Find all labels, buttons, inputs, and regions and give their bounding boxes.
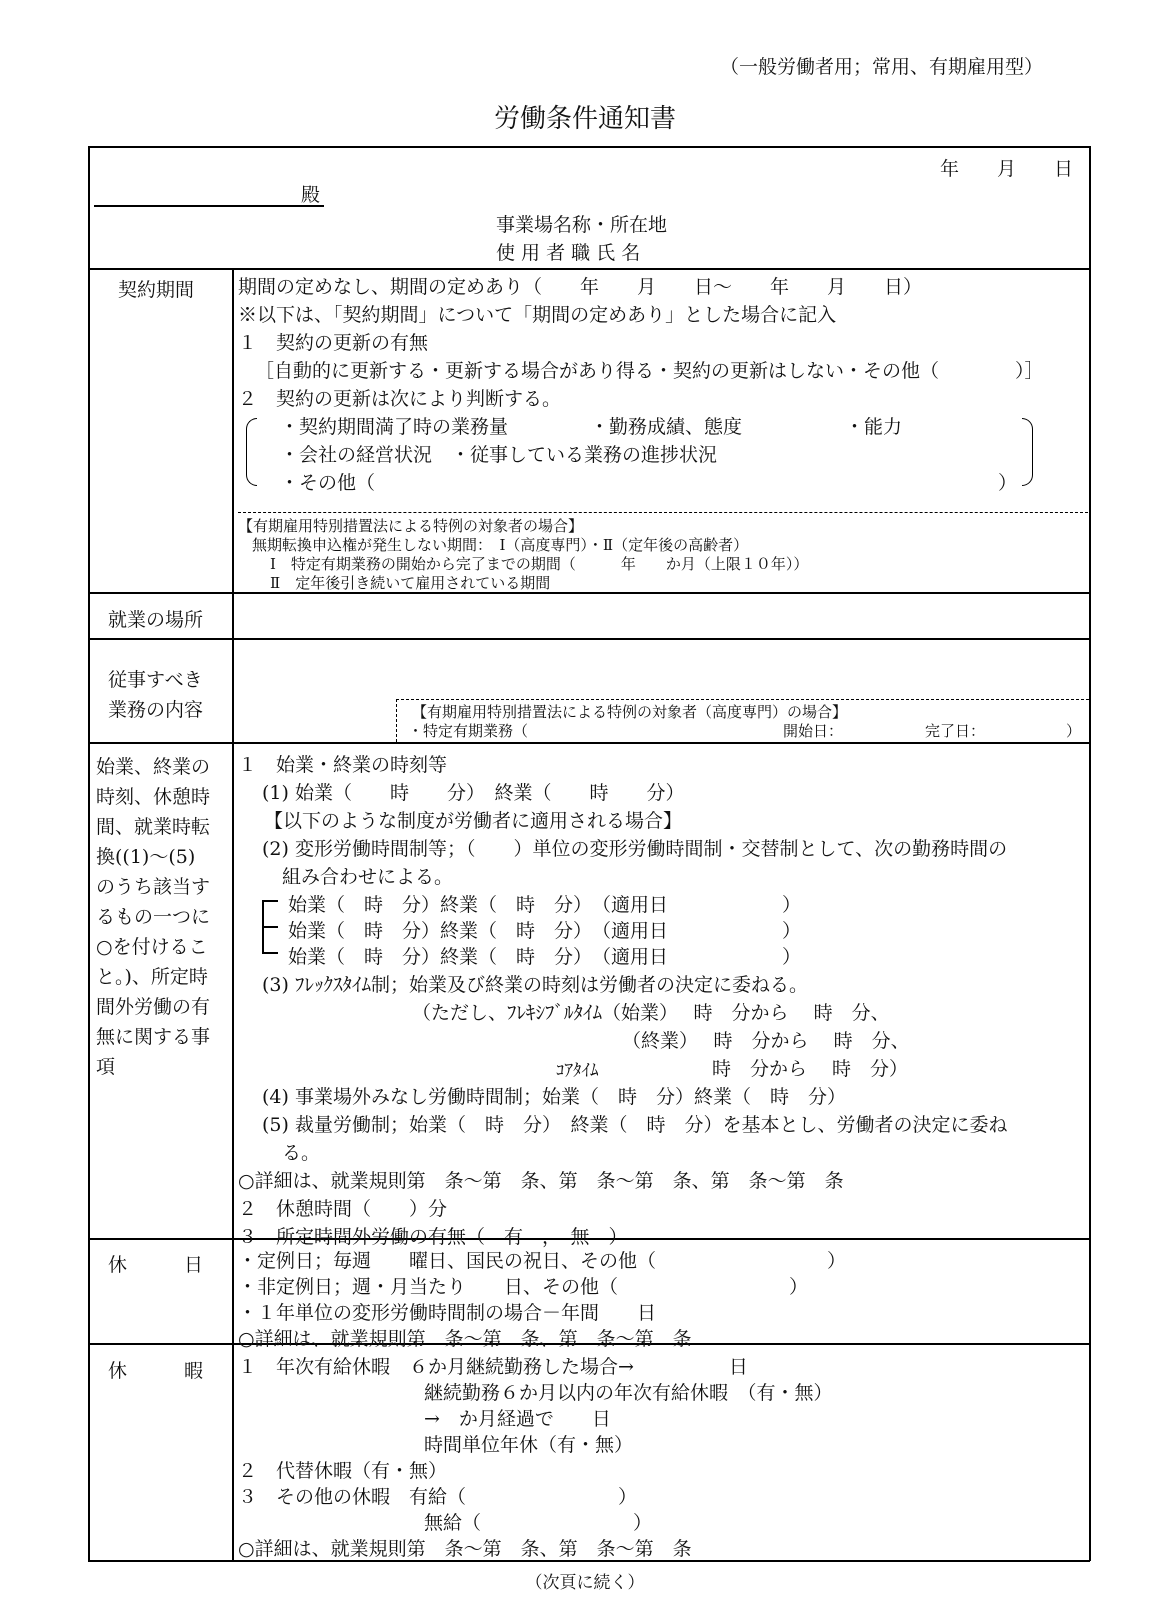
hours-standard: (1) 始業（ 時 分） 終業（ 時 分） [262,782,685,804]
shift-pattern: 始業（ 時 分）終業（ 時 分） （適用日 ） [288,894,802,916]
leave-line: １ 年次有給休暇 ６か月継続勤務した場合→ 日 [238,1356,748,1378]
special-measures-line: 無期転換申込権が発生しない期間： Ⅰ（高度専門）・Ⅱ（定年後の高齢者） [252,536,749,554]
duties-label: 従事すべき [108,669,203,691]
holidays-line: ・定例日；毎週 曜日、国民の祝日、その他（ ） [238,1250,847,1272]
shift-pattern: 始業（ 時 分）終業（ 時 分） （適用日 ） [288,920,802,942]
renewal-heading: １ 契約の更新の有無 [238,332,429,354]
hours-variable-cont: 組み合わせによる。 [282,866,454,888]
addressee-suffix: 殿 [301,184,321,206]
leave-line: → か月経過で 日 [424,1408,611,1430]
flex-time-detail: （ただし、ﾌﾚｷｼﾌﾞﾙﾀｲﾑ（始業） 時 分から 時 分、 [412,1002,890,1024]
deemed-hours: (4) 事業場外みなし労働時間制；始業（ 時 分）終業（ 時 分） [262,1086,846,1108]
renewal-options: ［自動的に更新する・更新する場合があり得る・契約の更新はしない・その他（ ）］ [255,360,1044,382]
discretionary-work-cont: る。 [282,1142,321,1164]
renewal-criteria-heading: ２ 契約の更新は次により判断する。 [238,388,562,410]
duties-special-border [396,699,397,742]
duties-start-label: 開始日： [783,722,844,740]
hours-label-line: ○を付けるこ [96,936,208,958]
workplace-label: 就業の場所 [108,609,204,631]
hours-label-line: 間外労働の有 [96,996,211,1018]
duties-close: ） [1066,722,1082,740]
criteria-item: ・その他（ [280,472,376,494]
form-type-label: （一般労働者用；常用、有期雇用型） [720,56,1044,78]
holidays-line: ・非定例日；週・月当たり 日、その他（ ） [238,1276,809,1298]
holidays-rules-ref: ○詳細は、就業規則第 条～第 条、第 条～第 条 [238,1328,692,1350]
overtime: ３ 所定時間外労働の有無（ 有 ， 無 ） [238,1226,628,1248]
document-title: 労働条件通知書 [493,104,676,134]
hours-label-line: 無に関する事 [96,1026,211,1048]
criteria-item: ・契約期間満了時の業務量 [280,416,509,438]
right-brace [1022,418,1033,486]
duties-special-line: ・特定有期業務（ [408,722,529,740]
left-brace [246,418,257,486]
hours-label-line: 間、就業時転 [96,816,211,838]
hours-label-line: と。)、所定時 [96,966,208,988]
addressee-underline [94,205,324,207]
hours-label-line: 項 [96,1056,116,1078]
hours-variable: (2) 変形労働時間制等；（ ）単位の変形労働時間制・交替制として、次の勤務時間の [262,838,1008,860]
leave-line: 継続勤務６か月以内の年次有給休暇 （有・無） [424,1382,833,1404]
special-measures-line: Ⅰ 特定有期業務の開始から完了までの期間（ 年 か月（上限１０年）） [270,555,809,573]
duties-special-title: 【有期雇用特別措置法による特例の対象者（高度専門）の場合】 [412,703,848,721]
contract-note: ※以下は、「契約期間」について「期間の定めあり」とした場合に記入 [238,304,837,326]
hours-rules-ref: ○詳細は、就業規則第 条～第 条、第 条～第 条、第 条～第 条 [238,1170,844,1192]
hours-systems-note: 【以下のような制度が労働者に適用される場合】 [264,810,683,832]
duties-special-divider [396,699,1089,700]
leave-line: 時間単位年休（有・無） [424,1434,634,1456]
criteria-item: ・会社の経営状況 ・従事している業務の進捗状況 [280,444,718,466]
core-time-label: ｺｱﾀｲﾑ [556,1061,599,1081]
contract-period-label: 契約期間 [118,279,195,301]
special-measures-line: Ⅱ 定年後引き続いて雇用されている期間 [270,574,551,592]
contract-line: 期間の定めなし、期間の定めあり（ 年 月 日～ 年 月 日） [238,276,923,298]
hours-label-line: のうち該当す [96,876,211,898]
hours-label-line: 時刻、休憩時 [96,786,211,808]
hours-heading: １ 始業・終業の時刻等 [238,754,448,776]
criteria-item: ・勤務成績、態度 [590,416,743,438]
discretionary-work: (5) 裁量労働制；始業（ 時 分） 終業（ 時 分）を基本とし、労働者の決定に委ね [262,1114,1008,1136]
hours-label-line: 始業、終業の [96,756,211,778]
flex-time-detail: （終業） 時 分から 時 分、 [622,1030,910,1052]
holidays-line: ・１年単位の変形労働時間制の場合－年間 日 [238,1302,657,1324]
employer-place-label: 事業場名称・所在地 [496,214,668,236]
break-time: ２ 休憩時間（ ）分 [238,1198,448,1220]
flex-time: (3) ﾌﾚｯｸｽﾀｲﾑ制；始業及び終業の時刻は労働者の決定に委ねる。 [262,974,808,996]
holidays-label: 休 日 [108,1254,204,1276]
hours-label-line: 換((1)～(5) [96,846,196,868]
criteria-item: ・能力 [845,416,903,438]
core-time-detail: 時 分から 時 分） [712,1058,909,1080]
leave-rules-ref: ○詳細は、就業規則第 条～第 条、第 条～第 条 [238,1538,692,1560]
special-measures-title: 【有期雇用特別措置法による特例の対象者の場合】 [238,517,584,535]
special-measures-divider [238,512,1088,513]
leave-label: 休 暇 [108,1360,204,1382]
employer-name-label: 使 用 者 職 氏 名 [496,242,641,264]
hours-label-line: るもの一つに [96,906,211,928]
continued-note: （次頁に続く） [525,1573,645,1593]
duties-end-label: 完了日： [925,722,986,740]
shift-pattern: 始業（ 時 分）終業（ 時 分） （適用日 ） [288,946,802,968]
leave-line: ２ 代替休暇（有・無） [238,1460,448,1482]
criteria-close: ） [998,472,1018,494]
leave-line: ３ その他の休暇 有給（ ） [238,1486,638,1508]
date-field: 年 月 日 [940,158,1074,180]
duties-label: 業務の内容 [108,699,204,721]
leave-line: 無給（ ） [424,1512,653,1534]
